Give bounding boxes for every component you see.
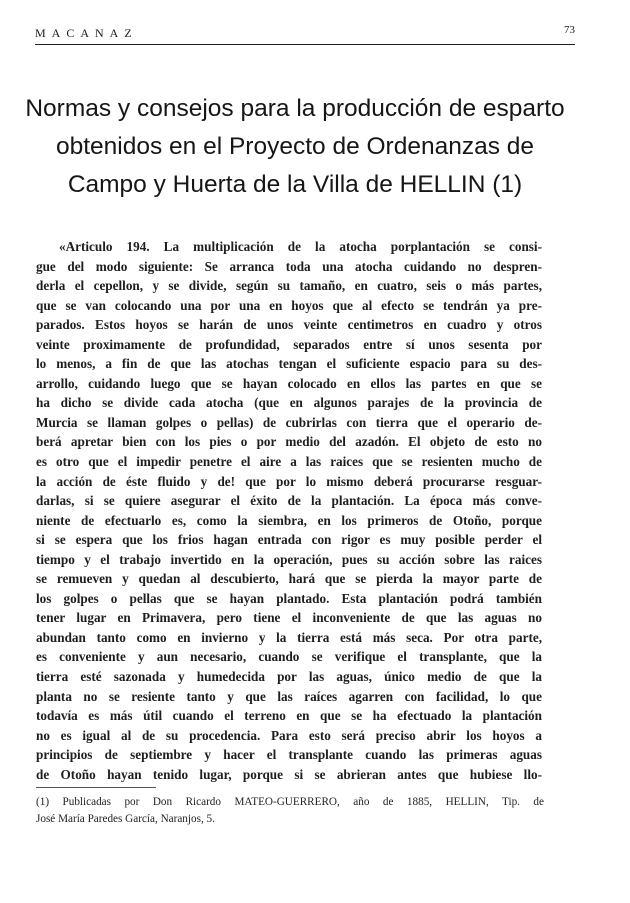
body-line: ha dicho se divide cada atocha (que en algunos parajes de la provincia de	[36, 395, 542, 411]
title-line: Campo y Huerta de la Villa de HELLIN (1)	[67, 171, 523, 198]
body-line: principios de septiembre y hacer el transplante cuando las primeras aguas	[36, 747, 542, 763]
article-title	[20, 90, 570, 204]
body-line: niente de efectuarlo es, como la siembra, en los primeros de Otoño, porque	[36, 512, 542, 528]
body-line: es otro que el impedir penetre el aire a las raices que se resienten mucho de	[36, 454, 542, 470]
footnote	[36, 794, 544, 828]
body-line: tiempo y el trabajo invertido en la operación, pues su acción sobre las raices	[36, 551, 542, 567]
body-line: derla el cepellon, y se divide, según su tamaño, en cuatro, seis o más partes,	[36, 278, 542, 294]
body-line: no es igual al de su procedencia. Para esto será preciso abrir los hoyos a	[36, 727, 542, 743]
body-line: los golpes o pellas que se hayan plantado. Esta plantación podrá también	[36, 590, 542, 606]
body-line: todavía es más útil cuando el terreno en que se ha efectuado la plantación	[36, 708, 542, 724]
body-line: que se van colocando una por una en hoyos que al efecto se tendrán ya pre-	[36, 297, 542, 313]
body-line: «Articulo 194. La multiplicación de la atocha porplantación se consi-	[59, 239, 542, 254]
body-line: de Otoño hayan tenido lugar, porque si se abrieran antes que hubiese llo-	[36, 766, 542, 782]
title-line: obtenidos en el Proyecto de Ordenanzas de	[55, 133, 535, 160]
body-line: parados. Estos hoyos se harán de unos veinte centimetros en cuadro y otros	[36, 317, 542, 333]
body-line: abundan tanto como en invierno y la tierra está más seca. Por otra parte,	[36, 629, 542, 645]
page-number: 73	[564, 24, 575, 36]
body-line: si se espera que los frios hagan entrada con rigor es muy posible perder el	[36, 532, 542, 548]
body-line: tener lugar en Primavera, pero tiene el inconveniente de que las aguas no	[36, 610, 542, 626]
running-head	[35, 24, 575, 45]
body-line: darlas, si se quiere asegurar el éxito de la plantación. La época más conve-	[36, 493, 542, 509]
body-line: gue del modo siguiente: Se arranca toda una atocha cuidando no despren-	[36, 258, 542, 274]
footnote-divider	[36, 787, 156, 788]
body-line: tierra esté sazonada y humedecida por las aguas, único medio de que la	[36, 669, 542, 685]
footnote-line: (1) Publicadas por Don Ricardo MATEO-GUERRERO, año de 1885, HELLIN, Tip. de	[36, 796, 544, 808]
body-line: arrollo, cuidando luego que se hayan colocado en ellos las partes en que se	[36, 375, 542, 391]
title-line: Normas y consejos para la producción de esparto	[25, 95, 565, 122]
body-line: es conveniente y aun necesario, cuando se verifique el transplante, que la	[36, 649, 542, 665]
body-line: veinte proximamente de profundidad, separados entre sí unos sesenta por	[36, 336, 542, 352]
article-body	[36, 237, 542, 784]
body-line: berá apretar bien con los pies o por medio del azadón. El objeto de esto no	[36, 434, 542, 450]
footnote-line: José María Paredes García, Naranjos, 5.	[36, 813, 215, 825]
body-line: lo menos, a fin de que las atochas tengan el suficiente espacio para su des-	[36, 356, 542, 372]
body-line: se remueven y quedan al descubierto, hará que se pierda la mayor parte de	[36, 571, 542, 587]
running-title: MACANAZ	[35, 26, 138, 40]
body-line: Murcia se llaman golpes o pellas) de cubrirlas con tierra que el operario de-	[36, 414, 542, 430]
body-line: planta no se resiente tanto y que las raíces agarren con facilidad, lo que	[36, 688, 542, 704]
body-line: la acción de éste fluido y de! que por lo mismo deberá procurarse resguar-	[36, 473, 542, 489]
